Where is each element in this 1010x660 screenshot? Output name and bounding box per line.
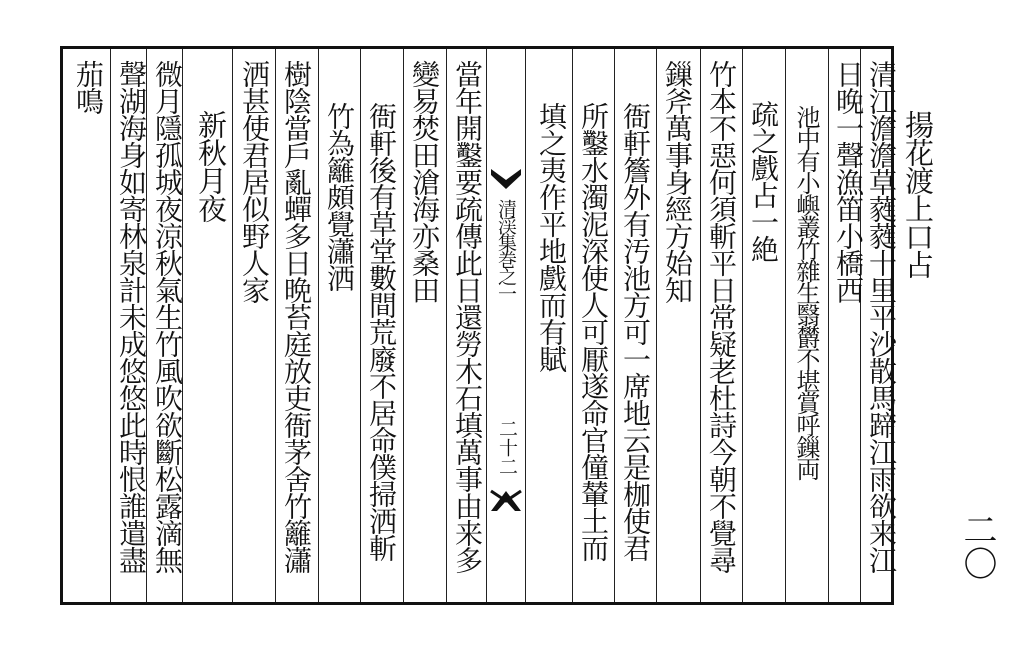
column-rule xyxy=(656,49,657,602)
column-rule xyxy=(446,49,447,602)
column-rule xyxy=(275,49,276,602)
fish-tail-ornament-icon xyxy=(489,487,523,513)
edge-page-number: 二〇 xyxy=(957,512,997,580)
text-column: 填之夷作平地戲而有賦 xyxy=(535,102,568,372)
text-column: 洒甚使君居似野人家 xyxy=(238,60,271,303)
column-rule xyxy=(572,49,573,602)
text-column: 茄鳴 xyxy=(72,60,105,114)
text-column: 池中有小嶼叢竹雜生翳欝不堪賞呼鏁両 xyxy=(792,105,820,479)
column-rule xyxy=(360,49,361,602)
text-column: 竹為籬頗覺瀟洒 xyxy=(323,102,356,291)
column-rule xyxy=(828,49,829,602)
column-rule xyxy=(700,49,701,602)
column-rule xyxy=(614,49,615,602)
column-rule xyxy=(785,49,786,602)
text-column: 微月隱孤城夜涼秋氣生竹風吹欲斷松露滴無 xyxy=(151,60,184,573)
text-column: 日晚一聲漁笛小橋西 xyxy=(832,60,865,303)
text-column: 樹陰當戶亂蟬多日晩苔庭放吏衙茅舍竹籬瀟 xyxy=(280,60,313,573)
text-column: 衙軒簷外有汚池方可一席地云是枷使君 xyxy=(619,102,652,561)
text-column: 聲湖海身如寄林泉計未成悠悠此時恨誰遣盡 xyxy=(115,60,148,573)
book-title: 清渓集巻之一 xyxy=(495,199,517,301)
column-rule xyxy=(232,49,233,602)
text-column: 所鑿水濁泥深使人可厭遂命官僮輦土而 xyxy=(577,102,610,561)
text-column: 衙軒後有草堂數間荒廢不居命僕掃洒斬 xyxy=(365,102,398,561)
column-rule xyxy=(110,49,111,602)
text-column: 變易焚田滄海亦桑田 xyxy=(408,60,441,303)
fish-tail-ornament-icon xyxy=(489,167,523,193)
text-column: 清江澹澹草蕤蕤十里平沙散馬蹄江雨欲来江 xyxy=(865,60,898,573)
text-column: 疏之戲占一絶 xyxy=(747,100,780,262)
text-column: 竹本不惡何須斬平日常疑老杜詩今朝不覺尋 xyxy=(705,60,738,573)
column-rule xyxy=(742,49,743,602)
center-gutter xyxy=(486,49,526,602)
poem-title-new-autumn-moon-night: 新秋月夜 xyxy=(194,110,228,222)
text-column: 鏁斧萬事身經方始知 xyxy=(661,60,694,303)
column-rule xyxy=(318,49,319,602)
column-rule xyxy=(403,49,404,602)
text-column: 當年開鑿要疏傳此日還勞木石填萬事由来多 xyxy=(451,60,484,573)
leaf-number: 二十二 xyxy=(496,419,518,476)
poem-title-yanghua-ferry: 揚花渡上口占 xyxy=(901,110,935,278)
